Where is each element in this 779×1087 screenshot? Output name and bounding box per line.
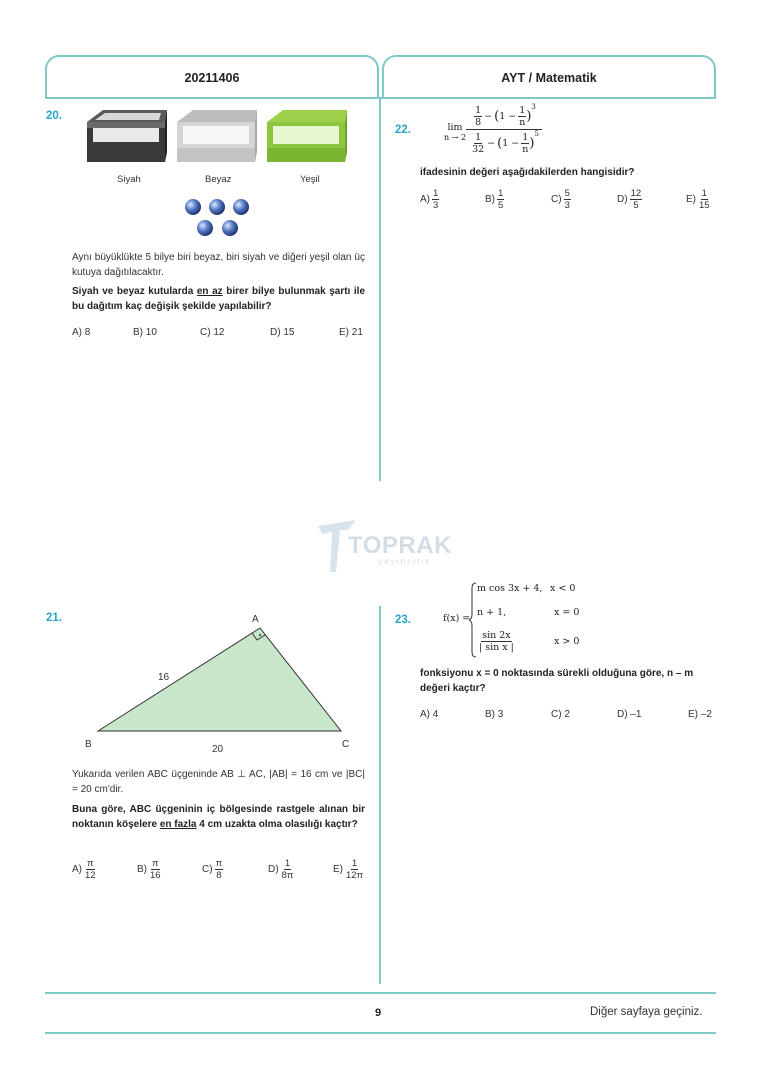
footer-line-top [45,992,716,994]
q22-option-b[interactable]: B) $\frac{1}{5}$ [485,188,504,211]
question-21-number: 21. [46,612,62,624]
marble-4 [197,220,213,236]
box-label-black: Siyah [117,174,141,185]
next-page-note: Diğer sayfaya geçiniz. [590,1006,703,1018]
q23-option-c[interactable]: C) 2 [551,709,570,720]
question-20-prompt: Siyah ve beyaz kutularda en az birer bilye bulunmak şartı ile bu dağıtım kaç değişik şekilde yapılabilir? [72,286,366,312]
box-label-white: Beyaz [205,174,232,185]
q21-option-c[interactable]: C) $\frac{\pi}{8}$ [202,858,223,881]
q20-option-c[interactable]: C) 12 [200,327,225,338]
question-22-prompt: ifadesinin değeri aşağıdakilerden hangisidir? [420,167,635,178]
q23-option-b[interactable]: B) 3 [485,709,504,720]
q23-option-a[interactable]: A) 4 [420,709,439,720]
condition-1: x < 0 [550,583,576,594]
black-box [87,110,167,162]
q23-option-d[interactable]: D) –1 [617,709,642,720]
q22-option-a[interactable]: A) $\frac{1}{3}$ [420,188,439,211]
q22-option-c[interactable]: C) $\frac{5}{3}$ [551,188,570,211]
question-23-number: 23. [395,614,411,626]
limit-expression [466,103,542,156]
footer-line-bottom [45,1032,716,1034]
vertex-c-label: C [342,739,350,750]
q21-option-e[interactable]: E) $\frac{1}{12\pi}$ [333,858,364,881]
question-23-prompt: fonksiyonu x = 0 noktasında sürekli olduğuna göre, n – m değeri kaçtır? [420,668,694,694]
q23-option-e[interactable]: E) –2 [688,709,712,720]
exam-code: 20211406 [184,70,240,85]
marble-5 [222,220,238,236]
piecewise-brace [469,582,477,658]
q21-option-a[interactable]: A) $\frac{\pi}{12}$ [72,858,96,881]
function-label: f(x) = [443,613,471,624]
white-box [177,110,257,162]
triangle-diagram [80,610,360,760]
q20-option-b[interactable]: B) 10 [133,327,157,338]
limit-numerator: $\frac{1}{8}$ − ( 1 − $\frac{1}{n}$ ) $^3$ [475,103,536,128]
limit-denominator: $\frac{1}{32}$ − ( 1 − $\frac{1}{n}$ ) $^5$ [472,130,539,155]
column-divider-top [379,99,381,481]
side-bc-label: 20 [212,744,224,755]
marble-1 [185,199,201,215]
triangle-abc [98,628,341,731]
marble-3 [233,199,249,215]
header-code-box [45,55,379,98]
question-20-text: Aynı büyüklükte 5 bilye biri beyaz, biri siyah ve diğeri yeşil olan üç kutuya dağıtılacaktır. [72,252,365,278]
page-number: 9 [375,1007,382,1019]
question-21-text: Yukarıda verilen ABC üçgeninde AB ⊥ AC, |AB| = 16 cm ve |BC| = 20 cm'dir. [72,769,365,795]
question-22-number: 22. [395,124,411,136]
column-divider-bottom [379,606,381,984]
box-label-green: Yeşil [300,174,320,185]
vertex-b-label: B [85,739,92,750]
vertex-a-label: A [252,614,259,625]
condition-2: x = 0 [554,607,580,618]
header-subject-box [382,55,716,98]
side-ab-label: 16 [158,672,170,683]
q22-option-e[interactable]: E) $\frac{1}{15}$ [686,188,710,211]
exam-subject: AYT / Matematik [501,70,597,85]
q21-option-b[interactable]: B) $\frac{\pi}{16}$ [137,858,161,881]
q20-option-d[interactable]: D) 15 [270,327,295,338]
q22-option-d[interactable]: D) $\frac{12}{5}$ [617,188,642,211]
q20-option-a[interactable]: A) 8 [72,327,91,338]
watermark-sub: yayıncılık [378,557,432,566]
green-box [267,110,347,162]
question-21-prompt: Buna göre, ABC üçgeninin iç bölgesinde rastgele alınan bir noktanın köşelere en fazla 4 cm uzakta olma olasılığı kaçtır? [72,804,365,830]
boxes-illustration [85,108,355,172]
case-2: n + 1, [477,607,507,618]
q20-option-e[interactable]: E) 21 [339,327,363,338]
case-3: $\frac{\sin 2x}{\text{| sin x |}}$ [479,630,514,653]
question-20-number: 20. [46,110,62,122]
watermark-brand: TOPRAK [348,532,452,559]
case-1: m cos 3x + 4, [477,583,543,594]
q21-option-d[interactable]: D) $\frac{1}{8\pi}$ [268,858,294,881]
limit-label: lim n → 2 [444,122,467,142]
marble-2 [209,199,225,215]
condition-3: x > 0 [554,636,580,647]
